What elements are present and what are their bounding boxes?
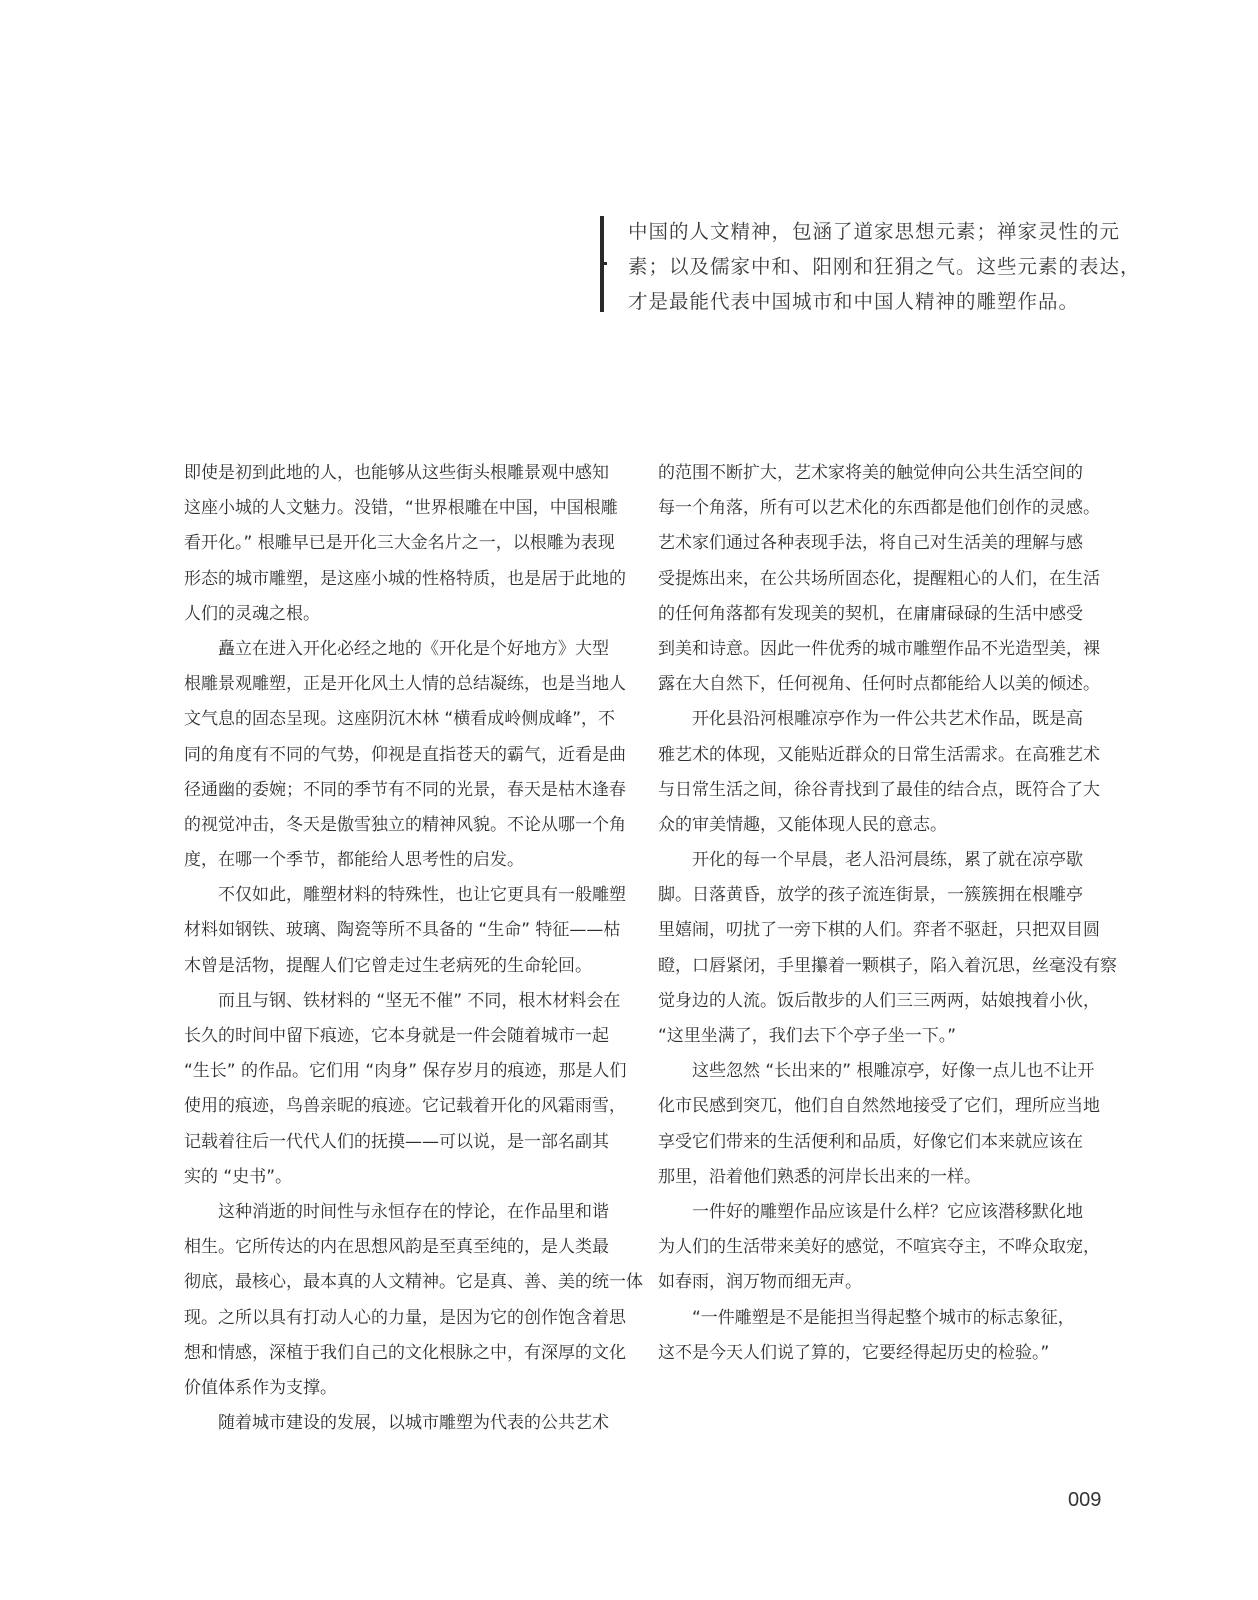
body-text-line: “这里坐满了，我们去下个亭子坐一下。”: [658, 1026, 957, 1046]
body-text-line: 开化的每一个早晨，老人沿河晨练，累了就在凉亭歇: [692, 850, 1083, 871]
body-text-line: 矗立在进入开化必经之地的《开化是个好地方》大型: [218, 638, 609, 659]
body-text-line: 价值体系作为支撑。: [184, 1377, 337, 1398]
body-text-line: 实的 “史书”。: [184, 1166, 293, 1187]
pull-quote-line: 中国的人文精神，包涵了道家思想元素；禅家灵性的元: [628, 220, 1121, 243]
body-text-line: 那里，沿着他们熟悉的河岸长出来的一样。: [658, 1166, 981, 1187]
body-text-line: 与日常生活之间，徐谷青找到了最佳的结合点，既符合了大: [658, 779, 1100, 800]
body-text-line: 受提炼出来，在公共场所固态化，提醒粗心的人们，在生活: [658, 568, 1100, 589]
body-text-line: 每一个角落，所有可以艺术化的东西都是他们创作的灵感。: [658, 498, 1100, 519]
body-text-line: 这种消逝的时间性与永恒存在的悖论，在作品里和谐: [218, 1201, 609, 1222]
pull-quote-line: 素；以及儒家中和、阳刚和狂狷之气。这些元素的表达，: [628, 255, 1141, 278]
body-text-line: 的任何角落都有发现美的契机，在庸庸碌碌的生活中感受: [658, 603, 1083, 624]
body-text-line: 彻底，最核心，最本真的人文精神。它是真、善、美的统一体: [184, 1272, 643, 1293]
body-text-line: 这些忽然 “长出来的” 根雕凉亭，好像一点儿也不让开: [692, 1061, 1095, 1082]
body-text-line: 不仅如此，雕塑材料的特殊性，也让它更具有一般雕塑: [218, 885, 626, 906]
body-text-line: 觉身边的人流。饭后散步的人们三三两两，姑娘拽着小伙，: [658, 990, 1100, 1011]
body-text-line: “生长” 的作品。它们用 “肉身” 保存岁月的痕迹，那是人们: [184, 1061, 627, 1082]
body-text-line: 化市民感到突兀，他们自自然然地接受了它们，理所应当地: [658, 1096, 1100, 1117]
body-text-line: 记载着往后一代代人们的抚摸——可以说，是一部名副其: [184, 1131, 609, 1152]
body-text-line: 里嬉闹，叨扰了一旁下棋的人们。弈者不驱赶，只把双目圆: [658, 920, 1100, 941]
body-text-line: 如春雨，润万物而细无声。: [658, 1272, 862, 1293]
body-text-line: 人们的灵魂之根。: [184, 603, 320, 624]
pull-quote-text: [628, 214, 1141, 319]
body-text-line: 为人们的生活带来美好的感觉，不喧宾夺主，不哗众取宠，: [658, 1237, 1100, 1258]
body-text-line: 文气息的固态呈现。这座阴沉木林 “横看成岭侧成峰”，不: [184, 709, 616, 730]
body-text-line: 根雕景观雕塑，正是开化风土人情的总结凝练，也是当地人: [184, 674, 626, 695]
body-text-line: 露在大自然下，任何视角、任何时点都能给人以美的倾述。: [658, 674, 1100, 695]
body-text-line: 想和情感，深植于我们自己的文化根脉之中，有深厚的文化: [184, 1342, 626, 1363]
body-text-line: 长久的时间中留下痕迹，它本身就是一件会随着城市一起: [184, 1026, 609, 1046]
body-text-line: 形态的城市雕塑，是这座小城的性格特质，也是居于此地的: [184, 568, 626, 589]
body-text-line: 木曾是活物，提醒人们它曾走过生老病死的生命轮回。: [184, 955, 592, 976]
body-text-line: 的范围不断扩大，艺术家将美的触觉伸向公共生活空间的: [658, 463, 1083, 483]
body-text-line: 艺术家们通过各种表现手法，将自己对生活美的理解与感: [658, 533, 1083, 554]
pull-quote: [600, 214, 1141, 314]
body-text-line: 这不是今天人们说了算的，它要经得起历史的检验。”: [658, 1342, 1050, 1363]
body-text-line: 的视觉冲击，冬天是傲雪独立的精神风貌。不论从哪一个角: [184, 814, 626, 835]
right-column: [658, 456, 1117, 1371]
body-text-line: 即使是初到此地的人，也能够从这些街头根雕景观中感知: [184, 463, 609, 483]
page-number: 009: [1068, 1489, 1102, 1511]
left-column: [184, 456, 643, 1441]
body-text-line: 而且与钢、铁材料的 “坚无不催” 不同，根木材料会在: [218, 990, 621, 1011]
body-text-line: “一件雕塑是不是能担当得起整个城市的标志象征，: [692, 1307, 1075, 1328]
body-text-line: 享受它们带来的生活便利和品质，好像它们本来就应该在: [658, 1131, 1083, 1152]
body-text-line: 同的角度有不同的气势，仰视是直指苍天的霸气，近看是曲: [184, 744, 626, 765]
body-text-line: 一件好的雕塑作品应该是什么样？它应该潜移默化地: [692, 1201, 1083, 1222]
body-text-line: 现。之所以具有打动人心的力量，是因为它的创作饱含着思: [184, 1307, 626, 1328]
body-text-line: 雅艺术的体现，又能贴近群众的日常生活需求。在高雅艺术: [658, 744, 1100, 765]
pull-quote-line: 才是最能代表中国城市和中国人精神的雕塑作品。: [628, 290, 1080, 313]
body-text-line: 众的审美情趣，又能体现人民的意志。: [658, 814, 947, 835]
body-text-line: 看开化。” 根雕早已是开化三大金名片之一，以根雕为表现: [184, 533, 615, 554]
body-text-line: 到美和诗意。因此一件优秀的城市雕塑作品不光造型美，裸: [658, 638, 1100, 659]
body-text-line: 使用的痕迹，鸟兽亲昵的痕迹。它记载着开化的风霜雨雪，: [184, 1096, 626, 1117]
body-text-line: 径通幽的委婉；不同的季节有不同的光景，春天是枯木逢春: [184, 779, 626, 800]
body-text-line: 相生。它所传达的内在思想风韵是至真至纯的，是人类最: [184, 1237, 609, 1258]
body-text-line: 开化县沿河根雕凉亭作为一件公共艺术作品，既是高: [692, 709, 1083, 730]
body-text-line: 度，在哪一个季节，都能给人思考性的启发。: [184, 850, 524, 871]
quote-bar: [600, 216, 604, 312]
body-text-line: 材料如钢铁、玻璃、陶瓷等所不具备的 “生命” 特征——枯: [184, 920, 621, 941]
body-text-line: 这座小城的人文魅力。没错，“世界根雕在中国，中国根雕: [184, 498, 618, 519]
body-text-line: 瞪，口唇紧闭，手里攥着一颗棋子，陷入着沉思，丝毫没有察: [658, 955, 1117, 976]
body-text-line: 随着城市建设的发展，以城市雕塑为代表的公共艺术: [218, 1413, 609, 1434]
body-text-line: 脚。日落黄昏，放学的孩子流连街景，一簇簇拥在根雕亭: [658, 885, 1083, 906]
